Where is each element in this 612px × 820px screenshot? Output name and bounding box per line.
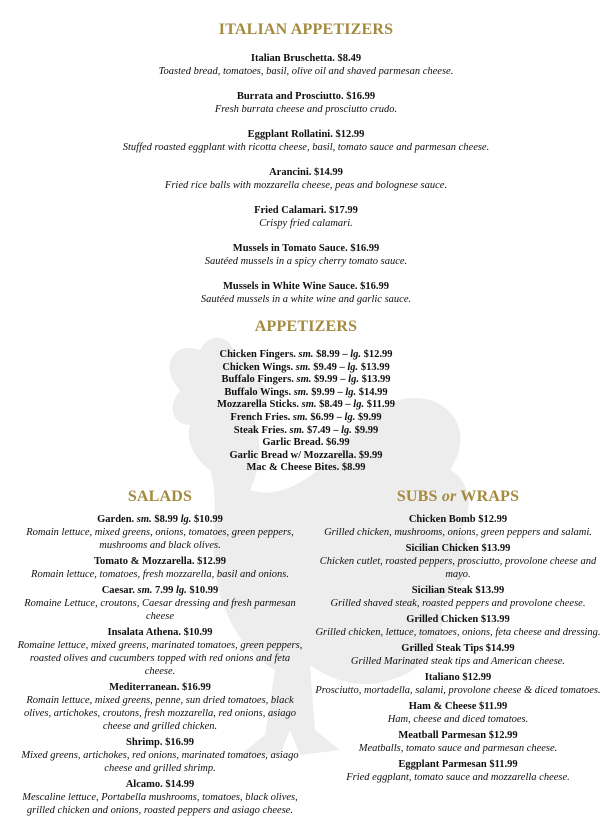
item-description: Mixed greens, artichokes, red onions, marinated tomatoes, asiago cheese and grilled shrimp. bbox=[21, 750, 299, 774]
item-name: Insalata Athena. $10.99 bbox=[107, 627, 213, 638]
appetizer-line: Mac & Cheese Bites. $8.99 bbox=[246, 462, 366, 474]
item-name: Caesar. sm. 7.99 lg. $10.99 bbox=[101, 585, 219, 596]
salads-title: SALADS bbox=[127, 488, 193, 505]
subs-wraps-title: SUBS or WRAPS bbox=[396, 488, 520, 505]
menu-item bbox=[15, 736, 305, 775]
menu-item bbox=[0, 52, 612, 78]
item-name: Grilled Chicken $13.99 bbox=[406, 614, 510, 625]
appetizer-line: Chicken Wings. sm. $9.49 – lg. $13.99 bbox=[222, 361, 390, 373]
appetizer-line: Steak Fries. sm. $7.49 – lg. $9.99 bbox=[233, 424, 379, 436]
item-description: Grilled chicken, lettuce, tomatoes, onions, feta cheese and dressing. bbox=[315, 627, 601, 638]
menu-item bbox=[0, 166, 612, 192]
item-description: Crispy fried calamari. bbox=[259, 218, 353, 229]
item-name: Arancini. $14.99 bbox=[269, 167, 343, 178]
menu-item bbox=[0, 90, 612, 116]
subs-column bbox=[313, 488, 603, 787]
menu-item bbox=[15, 513, 305, 552]
item-name: Burrata and Prosciutto. $16.99 bbox=[236, 91, 376, 102]
item-description: Chicken cutlet, roasted peppers, prosciutto, provolone cheese and mayo. bbox=[319, 556, 597, 580]
menu-item bbox=[0, 242, 612, 268]
menu-item bbox=[313, 700, 603, 726]
item-description: Prosciutto, mortadella, salami, provolone cheese & diced tomatoes. bbox=[315, 685, 601, 696]
appetizer-line: Garlic Bread. $6.99 bbox=[262, 437, 350, 449]
salads-column bbox=[15, 488, 305, 820]
item-description: Romain lettuce, mixed greens, penne, sun dried tomatoes, black olives, artichokes, croutons, fresh mozzarella, red onions, asiago cheese and grilled chicken. bbox=[23, 695, 296, 732]
appetizer-line: Mozzarella Sticks. sm. $8.49 – lg. $11.99 bbox=[216, 399, 396, 411]
menu-item bbox=[0, 204, 612, 230]
item-description: Romaine Lettuce, croutons, Caesar dressing and fresh parmesan cheese bbox=[24, 598, 296, 622]
menu-item bbox=[15, 626, 305, 678]
item-description: Fried eggplant, tomato sauce and mozzarella cheese. bbox=[346, 772, 570, 783]
appetizers-title: APPETIZERS bbox=[254, 318, 358, 335]
menu-item bbox=[15, 778, 305, 817]
item-name: Mussels in White Wine Sauce. $16.99 bbox=[223, 281, 389, 292]
item-name: Alcamo. $14.99 bbox=[125, 779, 195, 790]
item-description: Meatballs, tomato sauce and parmesan cheese. bbox=[358, 743, 558, 754]
item-description: Fresh burrata cheese and prosciutto crudo. bbox=[214, 104, 398, 115]
menu-item bbox=[313, 758, 603, 784]
menu-item bbox=[313, 729, 603, 755]
menu-item bbox=[313, 642, 603, 668]
item-name: Sicilian Chicken $13.99 bbox=[405, 543, 511, 554]
menu-item bbox=[313, 542, 603, 581]
item-name: Fried Calamari. $17.99 bbox=[254, 205, 358, 216]
item-description: Grilled chicken, mushrooms, onions, green peppers and salami. bbox=[324, 527, 592, 538]
item-description: Romain lettuce, mixed greens, onions, tomatoes, green peppers, mushrooms and black olives. bbox=[26, 527, 294, 551]
item-name: Mussels in Tomato Sauce. $16.99 bbox=[232, 243, 380, 254]
italian-appetizers-title: ITALIAN APPETIZERS bbox=[218, 21, 394, 38]
item-name: Eggplant Parmesan $11.99 bbox=[398, 759, 518, 770]
menu-item bbox=[0, 128, 612, 154]
menu-item bbox=[15, 584, 305, 623]
item-name: Sicilian Steak $13.99 bbox=[411, 585, 505, 596]
item-description: Romain lettuce, tomatoes, fresh mozzarella, basil and onions. bbox=[31, 569, 289, 580]
item-description: Sautéed mussels in a white wine and garlic sauce. bbox=[200, 294, 412, 305]
item-description: Fried rice balls with mozzarella cheese, peas and bolognese sauce. bbox=[164, 180, 448, 191]
item-name: Shrimp. $16.99 bbox=[126, 737, 194, 748]
item-description: Ham, cheese and diced tomatoes. bbox=[387, 714, 529, 725]
menu-item bbox=[313, 671, 603, 697]
item-name: Mediterranean. $16.99 bbox=[109, 682, 211, 693]
item-description: Grilled Marinated steak tips and American cheese. bbox=[350, 656, 566, 667]
appetizers-list bbox=[0, 349, 612, 475]
item-name: Italiano $12.99 bbox=[424, 672, 492, 683]
item-name: Tomato & Mozzarella. $12.99 bbox=[93, 556, 227, 567]
appetizer-line: French Fries. sm. $6.99 – lg. $9.99 bbox=[230, 411, 382, 423]
item-name: Garden. sm. $8.99 lg. $10.99 bbox=[97, 514, 223, 525]
menu-item bbox=[15, 555, 305, 581]
menu-item bbox=[313, 584, 603, 610]
appetizer-line: Garlic Bread w/ Mozzarella. $9.99 bbox=[229, 449, 383, 461]
item-description: Grilled shaved steak, roasted peppers and provolone cheese. bbox=[330, 598, 586, 609]
item-name: Chicken Bomb $12.99 bbox=[408, 514, 508, 525]
menu-item bbox=[313, 513, 603, 539]
item-name: Meatball Parmesan $12.99 bbox=[398, 730, 518, 741]
menu-item bbox=[0, 280, 612, 306]
item-description: Sautéed mussels in a spicy cherry tomato sauce. bbox=[204, 256, 408, 267]
item-name: Grilled Steak Tips $14.99 bbox=[401, 643, 515, 654]
item-name: Eggplant Rollatini. $12.99 bbox=[247, 129, 365, 140]
menu-item bbox=[313, 613, 603, 639]
appetizer-line: Chicken Fingers. sm. $8.99 – lg. $12.99 bbox=[219, 349, 393, 360]
item-description: Romaine lettuce, mixed greens, marinated tomatoes, green peppers, roasted olives and cucumbers topped with red onions and feta cheese. bbox=[17, 640, 303, 677]
menu-item bbox=[15, 681, 305, 733]
item-description: Toasted bread, tomatoes, basil, olive oil and shaved parmesan cheese. bbox=[158, 66, 454, 77]
appetizer-line: Buffalo Fingers. sm. $9.99 – lg. $13.99 bbox=[221, 374, 391, 386]
item-name: Italian Bruschetta. $8.49 bbox=[250, 53, 362, 64]
item-description: Stuffed roasted eggplant with ricotta cheese, basil, tomato sauce and parmesan cheese. bbox=[122, 142, 490, 153]
item-description: Mescaline lettuce, Portabella mushrooms, tomatoes, black olives, grilled chicken and onions, roasted peppers and asiago cheese. bbox=[22, 792, 298, 816]
item-name: Ham & Cheese $11.99 bbox=[408, 701, 508, 712]
appetizer-line: Buffalo Wings. sm. $9.99 – lg. $14.99 bbox=[224, 386, 388, 398]
